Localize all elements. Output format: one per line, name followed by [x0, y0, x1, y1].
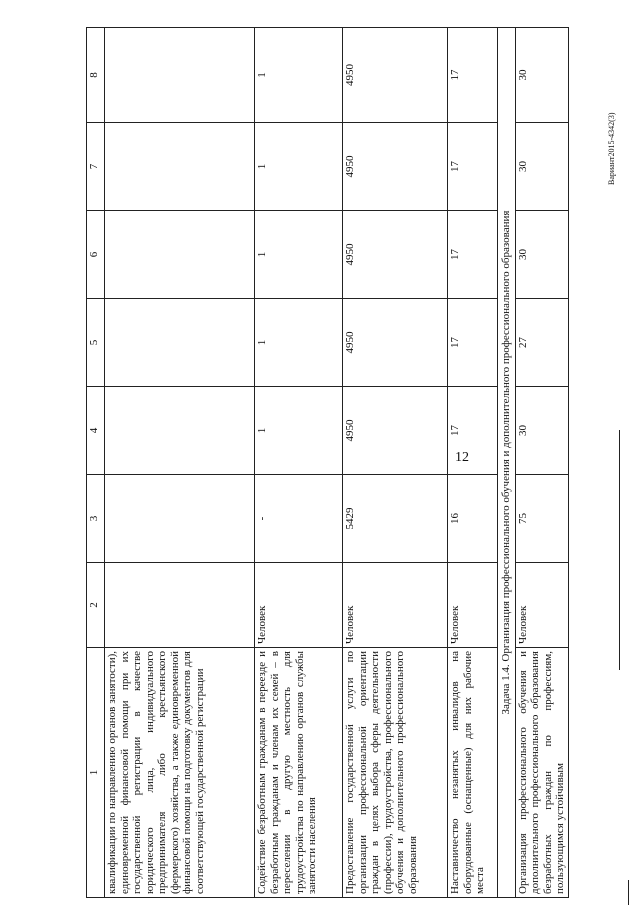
row-value-5 [105, 299, 255, 387]
row-value-8: 30 [515, 28, 568, 123]
row-value-5: 1 [255, 299, 343, 387]
column-header-4: 4 [87, 387, 105, 475]
table-row [448, 28, 498, 898]
row-value-5: 27 [515, 299, 568, 387]
footer-rule [619, 430, 620, 670]
column-header-3: 3 [87, 475, 105, 563]
row-unit [105, 563, 255, 648]
row-value-5: 4950 [343, 299, 448, 387]
row-value-6: 1 [255, 211, 343, 299]
indicator-table-wrapper [86, 38, 566, 898]
margin-rule [628, 880, 629, 905]
row-value-7: 17 [448, 123, 498, 211]
row-value-6: 4950 [343, 211, 448, 299]
row-unit: Человек [448, 563, 498, 648]
row-value-3: - [255, 475, 343, 563]
row-value-4: 4950 [343, 387, 448, 475]
column-header-1: 1 [87, 648, 105, 898]
row-value-7: 30 [515, 123, 568, 211]
row-description: Организация профессионального обучения и дополнительного профессионального образования безработных граждан по профессиям, пользующимся устойчивым [515, 648, 568, 898]
column-header-7: 7 [87, 123, 105, 211]
table-row [343, 28, 448, 898]
row-value-7: 1 [255, 123, 343, 211]
row-value-6: 30 [515, 211, 568, 299]
row-value-4: 1 [255, 387, 343, 475]
column-header-6: 6 [87, 211, 105, 299]
document-code: Вариант2015-4342(3) [607, 112, 616, 185]
row-value-7 [105, 123, 255, 211]
header-row [87, 28, 105, 898]
task-heading-row [498, 28, 516, 898]
row-value-8: 17 [448, 28, 498, 123]
row-unit: Человек [343, 563, 448, 648]
row-value-3 [105, 475, 255, 563]
row-unit: Человек [515, 563, 568, 648]
row-value-4: 17 [448, 387, 498, 475]
row-unit: Человек [255, 563, 343, 648]
column-header-5: 5 [87, 299, 105, 387]
column-header-2: 2 [87, 563, 105, 648]
row-value-3: 75 [515, 475, 568, 563]
row-value-4 [105, 387, 255, 475]
row-value-8 [105, 28, 255, 123]
row-value-6: 17 [448, 211, 498, 299]
row-description: квалификации по направлению органов занятости), единовременной финансовой помощи при их государственной регистрации в качестве юридического лица, индивидуального предпринимателя либо крестьянского (фермерского) хозяйства, а также единовременной финансовой помощи на подготовку документов для соответствующей государственной регистрации [105, 648, 255, 898]
table-row [105, 28, 255, 898]
row-description: Содействие безработным гражданам в переезде и безработным гражданам и членам их семей – в переселении в другую местность для трудоустройства по направлению органов службы занятости населения [255, 648, 343, 898]
row-value-8: 1 [255, 28, 343, 123]
row-value-3: 5429 [343, 475, 448, 563]
row-value-8: 4950 [343, 28, 448, 123]
row-value-3: 16 [448, 475, 498, 563]
table-row [255, 28, 343, 898]
row-value-5: 17 [448, 299, 498, 387]
task-heading: Задача 1.4. Организация профессионального обучения и дополнительного профессионального образования [498, 28, 516, 898]
row-value-7: 4950 [343, 123, 448, 211]
column-header-8: 8 [87, 28, 105, 123]
row-description: Предоставление государственной услуги по организации профессиональной ориентации граждан в целях выбора сферы деятельности (профессии), трудоустройства, профессионального обучения и дополнительного профессионального образования [343, 648, 448, 898]
table-row [515, 28, 568, 898]
row-value-6 [105, 211, 255, 299]
page-number: 12 [455, 450, 469, 465]
row-description: Наставничество незанятых инвалидов на оборудованные (оснащенные) для них рабочие места [448, 648, 498, 898]
row-value-4: 30 [515, 387, 568, 475]
indicator-table [86, 27, 569, 898]
